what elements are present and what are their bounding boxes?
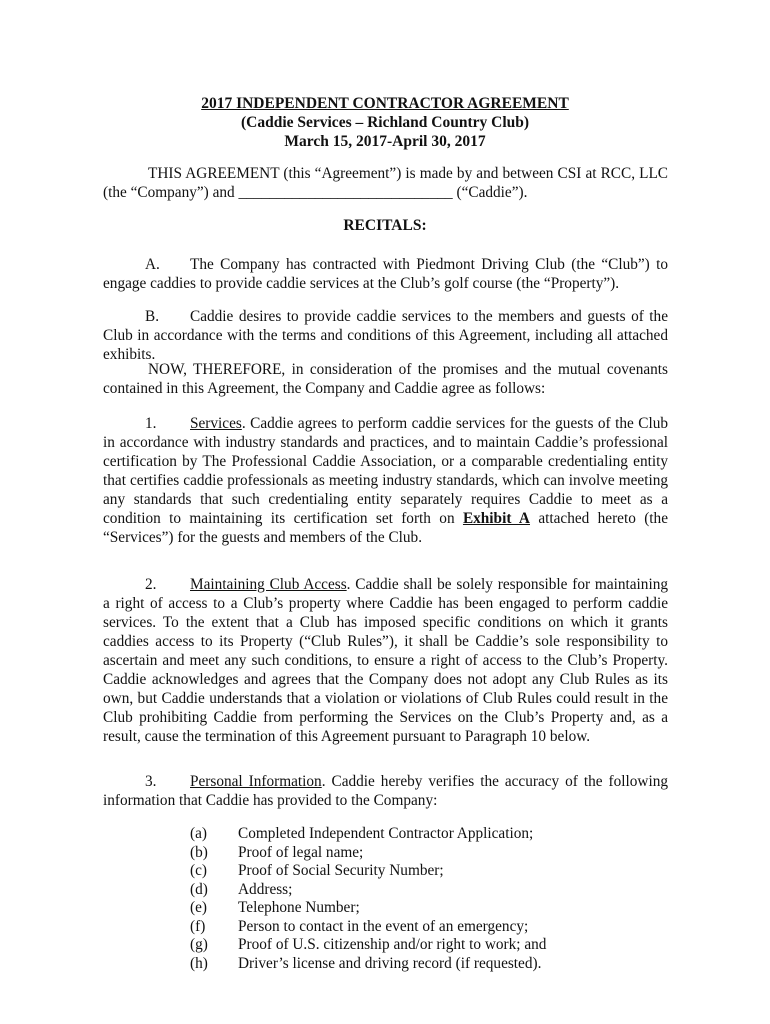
list-item-text: Proof of Social Security Number; xyxy=(238,862,444,879)
section-1-text-b: attached hereto (the “Services”) for the guests and members of the Club. xyxy=(103,510,668,546)
section-1 xyxy=(103,414,668,547)
recital-b-label: B. xyxy=(145,308,160,325)
list-item-label: (f) xyxy=(190,917,206,935)
recital-a-text: The Company has contracted with Piedmont Driving Club (the “Club”) to engage caddies to provide caddie services at the Club’s golf course (the “Property”). xyxy=(103,256,668,292)
recital-a xyxy=(103,255,668,293)
section-1-text-a: . Caddie agrees to perform caddie services for the guests of the Club in accordance with industry standards and practices, and to maintain Caddie’s professional certification by The Professional Caddie Association, or a comparable credentialing entity that certifies caddie professionals as meeting industry standards, which can involve meeting any standards that such credentialing entity separately requires Caddie to meet as a condition to maintaining its certification set forth on xyxy=(103,415,668,527)
list-item-text: Proof of U.S. citizenship and/or right to work; and xyxy=(238,936,547,953)
exhibit-a-reference: Exhibit A xyxy=(462,510,530,527)
list-item xyxy=(190,918,546,937)
list-item-text: Address; xyxy=(238,880,293,898)
list-item-text: Driver’s license and driving record (if requested). xyxy=(238,954,542,972)
recitals-heading: RECITALS: xyxy=(343,217,427,234)
section-3 xyxy=(103,772,668,810)
list-item-label: (h) xyxy=(190,954,208,972)
list-item-label: (e) xyxy=(190,899,207,916)
list-item-label: (c) xyxy=(190,862,207,879)
list-item-text: Completed Independent Contractor Application; xyxy=(238,825,534,842)
list-item-text: Person to contact in the event of an emergency; xyxy=(238,917,529,935)
section-2-text: . Caddie shall be solely responsible for maintaining a right of access to a Club’s property where Caddie has been engaged to perform caddie services. To the extent that a Club has imposed specific conditions on which it grants caddies access to its Property (“Club Rules”), it shall be Caddie’s sole responsibility to ascertain and meet any such conditions, to ensure a right of access to the Club’s Property. Caddie acknowledges and agrees that the Company does not adopt any Club Rules as its own, but Caddie understands that a violation or violations of Club Rules could result in the Club prohibiting Caddie from performing the Services on the Club’s Property and, as a result, cause the termination of this Agreement pursuant to Paragraph 10 below. xyxy=(103,576,669,745)
section-3-text: . Caddie hereby verifies the accuracy of the following information that Caddie has provided to the Company: xyxy=(103,773,668,809)
list-item-label: (g) xyxy=(190,936,208,953)
section-1-title: Services xyxy=(190,415,242,432)
recital-b-text: Caddie desires to provide caddie services to the members and guests of the Club in accordance with the terms and conditions of this Agreement, including all attached exhibits. xyxy=(103,308,668,363)
recital-a-label: A. xyxy=(145,256,160,273)
list-item-text: Proof of legal name; xyxy=(238,843,364,861)
intro-text: THIS AGREEMENT (this “Agreement”) is made by and between CSI at RCC, LLC (the “Company”) and ____________________________ (“Caddie”). xyxy=(103,165,668,201)
section-2-number: 2. xyxy=(145,576,157,593)
recital-b xyxy=(103,307,668,364)
agreement-subtitle: (Caddie Services – Richland Country Club) xyxy=(240,114,530,131)
document-header xyxy=(0,94,770,151)
list-item xyxy=(190,955,546,974)
list-item xyxy=(190,899,546,918)
agreement-dates: March 15, 2017-April 30, 2017 xyxy=(284,133,486,150)
now-therefore-text: NOW, THEREFORE, in consideration of the promises and the mutual covenants contained in this Agreement, the Company and Caddie agree as follows: xyxy=(103,361,668,397)
list-item xyxy=(190,825,546,844)
agreement-title: 2017 INDEPENDENT CONTRACTOR AGREEMENT xyxy=(201,95,569,112)
list-item-text: Telephone Number; xyxy=(238,899,360,916)
section-2-title: Maintaining Club Access xyxy=(190,576,347,593)
section-1-number: 1. xyxy=(145,415,157,432)
list-item xyxy=(190,936,546,955)
list-item xyxy=(190,881,546,900)
section-2 xyxy=(103,575,668,746)
now-therefore-paragraph xyxy=(103,360,668,398)
section-3-number: 3. xyxy=(145,773,157,790)
personal-info-list xyxy=(190,825,546,973)
intro-paragraph xyxy=(103,164,668,202)
list-item xyxy=(190,844,546,863)
section-3-title: Personal Information xyxy=(190,773,322,790)
list-item-label: (d) xyxy=(190,880,208,898)
list-item xyxy=(190,862,546,881)
list-item-label: (a) xyxy=(190,825,207,842)
list-item-label: (b) xyxy=(190,843,208,861)
